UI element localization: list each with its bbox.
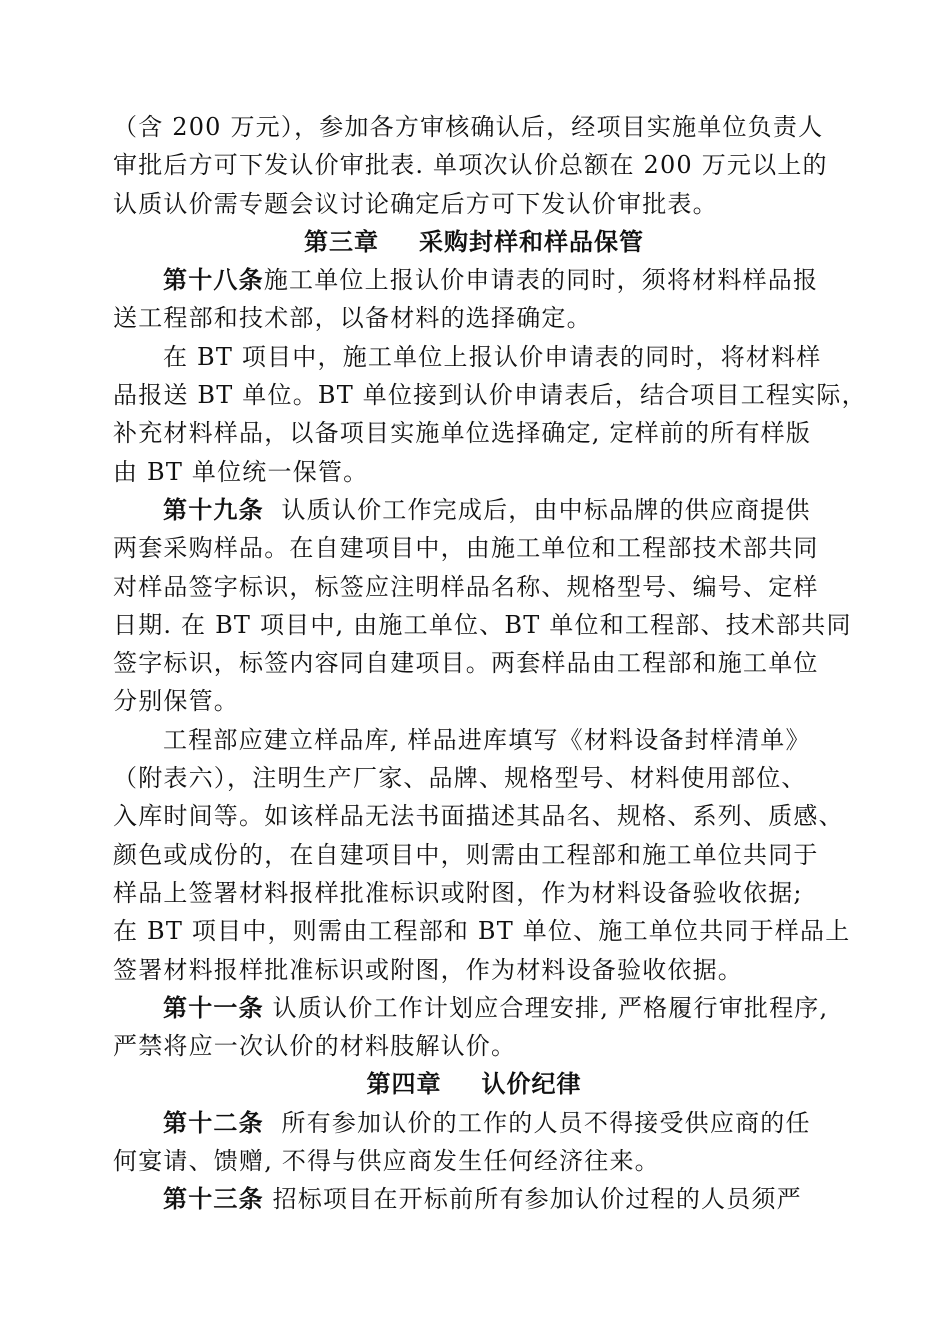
text-line xyxy=(113,1027,835,1065)
line-text: 何宴请、馈赠, 不得与供应商发生任何经济往来。 xyxy=(113,1147,660,1176)
line-text: 两套采购样品。在自建项目中，由施工单位和工程部技术部共同 xyxy=(113,534,819,563)
chapter-heading-line xyxy=(113,223,835,261)
chapter-title: 采购封样和样品保管 xyxy=(419,227,644,256)
text-line xyxy=(113,1104,835,1142)
text-line xyxy=(113,261,835,299)
line-text: 由 BT 单位统一保管。 xyxy=(113,457,369,486)
text-line xyxy=(113,606,852,644)
text-line xyxy=(113,759,835,797)
text-line xyxy=(113,644,835,682)
line-text: 签署材料报样批准标识或附图，作为材料设备验收依据。 xyxy=(113,955,743,984)
article-paragraph xyxy=(113,261,835,338)
text-line xyxy=(113,185,835,223)
line-text: 签字标识，标签内容同自建项目。两套样品由工程部和施工单位 xyxy=(113,649,819,678)
line-text: 招标项目在开标前所有参加认价过程的人员须严 xyxy=(263,1185,802,1214)
document-page xyxy=(113,108,867,1219)
text-line xyxy=(113,414,835,452)
text-line xyxy=(113,491,835,529)
chapter-heading xyxy=(113,223,835,261)
text-line xyxy=(113,568,835,606)
body-paragraph xyxy=(113,721,851,989)
line-text: 颜色或成份的，在自建项目中，则需由工程部和施工单位共同于 xyxy=(113,840,819,869)
line-text: 在 BT 项目中，则需由工程部和 BT 单位、施工单位共同于样品上 xyxy=(113,917,851,946)
line-text: 施工单位上报认价申请表的同时，须将材料样品报 xyxy=(263,266,819,295)
text-line xyxy=(113,989,835,1027)
line-text: 分别保管。 xyxy=(113,687,239,716)
line-text: 入库时间等。如该样品无法书面描述其品名、规格、系列、质感、 xyxy=(113,802,844,831)
line-text: 对样品签字标识，标签应注明样品名称、规格型号、编号、定样 xyxy=(113,572,819,601)
article-label: 第十三条 xyxy=(163,1185,264,1214)
article-label: 第十一条 xyxy=(163,993,264,1022)
text-line xyxy=(113,108,835,146)
text-line xyxy=(113,529,835,567)
line-text: 所有参加认价的工作的人员不得接受供应商的任 xyxy=(263,1108,811,1137)
body-paragraph xyxy=(113,108,835,223)
line-text: 补充材料样品，以备项目实施单位选择确定, 定样前的所有样版 xyxy=(113,419,812,448)
line-text: （附表六），注明生产厂家、品牌、规格型号、材料使用部位、 xyxy=(113,764,807,793)
text-line xyxy=(113,836,835,874)
article-paragraph xyxy=(113,491,852,721)
line-text: 审批后方可下发认价审批表. 单项次认价总额在 200 万元以上的 xyxy=(113,151,828,180)
line-text: 认质认价工作完成后，由中标品牌的供应商提供 xyxy=(263,495,811,524)
article-paragraph xyxy=(113,989,835,1066)
line-text: 日期. 在 BT 项目中, 由施工单位、BT 单位和工程部、技术部共同 xyxy=(113,610,852,639)
text-line xyxy=(113,453,835,491)
chapter-heading-line xyxy=(113,1065,835,1103)
line-text: 严禁将应一次认价的材料肢解认价。 xyxy=(113,1032,517,1061)
line-text: 认质认价需专题会议讨论确定后方可下发认价审批表。 xyxy=(113,189,718,218)
article-label: 第十九条 xyxy=(163,495,264,524)
text-line xyxy=(113,874,835,912)
chapter-number: 第三章 xyxy=(304,227,379,256)
text-line xyxy=(113,797,844,835)
article-paragraph xyxy=(113,1104,835,1181)
text-line xyxy=(113,376,867,414)
line-text: 工程部应建立样品库, 样品进库填写《材料设备封样清单》 xyxy=(163,725,811,754)
article-label: 第十八条 xyxy=(163,266,264,295)
article-label: 第十二条 xyxy=(163,1108,264,1137)
text-line xyxy=(113,338,835,376)
text-line xyxy=(113,682,835,720)
chapter-number: 第四章 xyxy=(366,1070,442,1099)
chapter-heading xyxy=(113,1065,835,1103)
text-line xyxy=(113,951,835,989)
body-paragraph xyxy=(113,338,867,491)
line-text: 送工程部和技术部，以备材料的选择确定。 xyxy=(113,304,592,333)
text-line xyxy=(113,146,835,184)
line-text: 在 BT 项目中，施工单位上报认价申请表的同时，将材料样 xyxy=(163,342,822,371)
text-line xyxy=(113,721,835,759)
article-paragraph xyxy=(113,1180,835,1218)
text-line xyxy=(113,912,851,950)
line-text: 认质认价工作计划应合理安排, 严格履行审批程序, xyxy=(263,993,829,1022)
line-text: 品报送 BT 单位。BT 单位接到认价申请表后，结合项目工程实际， xyxy=(113,381,867,410)
text-line xyxy=(113,1142,835,1180)
text-line xyxy=(113,299,835,337)
line-text: （含 200 万元），参加各方审核确认后，经项目实施单位负责人 xyxy=(113,113,824,141)
chapter-title: 认价纪律 xyxy=(481,1070,582,1099)
line-text: 样品上签署材料报样批准标识或附图，作为材料设备验收依据; xyxy=(113,878,803,907)
text-line xyxy=(113,1180,835,1218)
